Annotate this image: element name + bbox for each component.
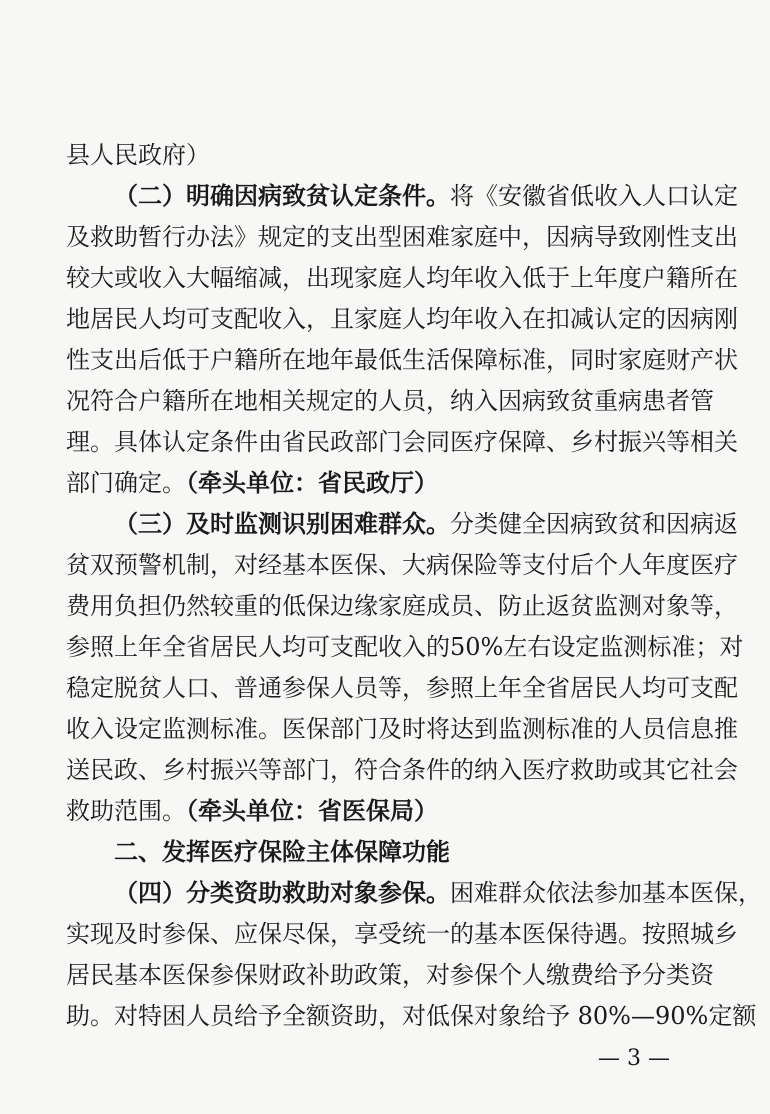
text-line: 县人民政府） xyxy=(66,141,210,169)
text-line: （三）及时监测识别困难群众。分类健全因病致贫和因病返 xyxy=(114,509,738,538)
text-line: 贫双预警机制，对经基本医保、大病保险等支付后个人年度医疗 xyxy=(66,551,738,579)
text-line: 部门确定。（牵头单位：省民政厅） xyxy=(66,468,438,497)
text-line: 收入设定监测标准。医保部门及时将达到监测标准的人员信息推 xyxy=(66,715,738,743)
text-line: 实现及时参保、应保尽保，享受统一的基本医保待遇。按照城乡 xyxy=(66,920,738,948)
responsible-unit: （牵头单位：省医保局） xyxy=(186,796,438,825)
text-line: （二）明确因病致贫认定条件。将《安徽省低收入人口认定 xyxy=(114,181,738,210)
text-line: 居民基本医保参保财政补助政策，对参保个人缴费给予分类资 xyxy=(66,961,714,989)
page-number: — 3 — xyxy=(598,1046,670,1071)
text-line: 地居民人均可支配收入，且家庭人均年收入在扣减认定的因病刚 xyxy=(66,305,738,333)
text-line: 较大或收入大幅缩减，出现家庭人均年收入低于上年度户籍所在 xyxy=(66,264,738,292)
text-line: 性支出后低于户籍所在地年最低生活保障标准，同时家庭财产状 xyxy=(66,346,738,374)
section-lead: （三）及时监测识别困难群众。 xyxy=(114,509,450,538)
text-line: 况符合户籍所在地相关规定的人员，纳入因病致贫重病患者管 xyxy=(66,387,714,415)
text-line: 助。对特困人员给予全额资助，对低保对象给予 80%—90%定额 xyxy=(66,1002,757,1030)
text-line: 及救助暂行办法》规定的支出型困难家庭中，因病导致刚性支出 xyxy=(66,223,738,251)
text-line: 救助范围。（牵头单位：省医保局） xyxy=(66,796,438,825)
section-heading: 二、发挥医疗保险主体保障功能 xyxy=(114,838,450,866)
text-line: 理。具体认定条件由省民政部门会同医疗保障、乡村振兴等相关 xyxy=(66,428,738,456)
text-line: 费用负担仍然较重的低保边缘家庭成员、防止返贫监测对象等， xyxy=(66,592,738,620)
text-line: （四）分类资助救助对象参保。困难群众依法参加基本医保， xyxy=(114,878,762,907)
section-lead: （二）明确因病致贫认定条件。 xyxy=(114,181,450,210)
text-line: 参照上年全省居民人均可支配收入的50%左右设定监测标准；对 xyxy=(66,633,744,661)
section-lead: （四）分类资助救助对象参保。 xyxy=(114,878,450,907)
responsible-unit: （牵头单位：省民政厅） xyxy=(186,468,438,497)
text-line: 送民政、乡村振兴等部门，符合条件的纳入医疗救助或其它社会 xyxy=(66,756,738,784)
text-line: 稳定脱贫人口、普通参保人员等，参照上年全省居民人均可支配 xyxy=(66,674,738,702)
